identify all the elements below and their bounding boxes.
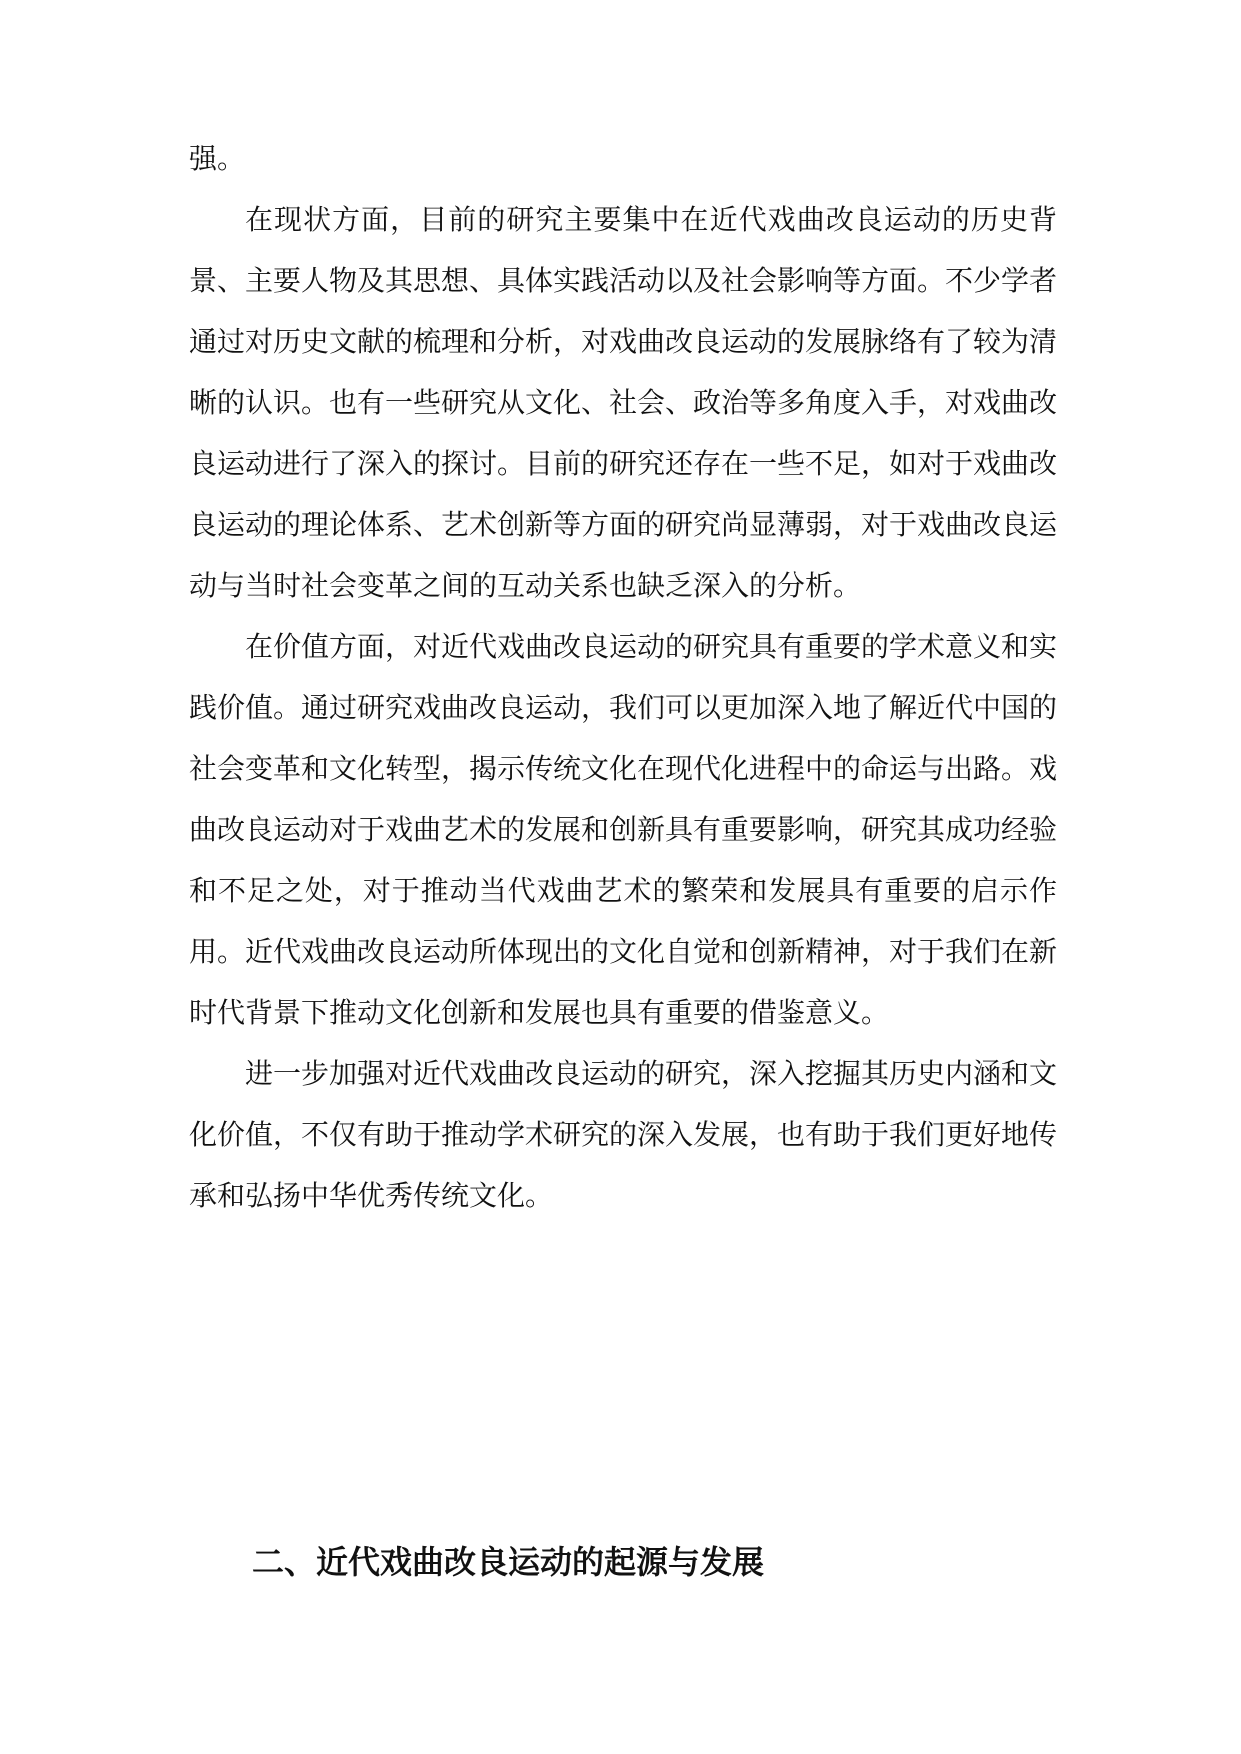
body-text: [189, 128, 1057, 1226]
paragraph-further-research: 进一步加强对近代戏曲改良运动的研究，深入挖掘其历史内涵和文化价值，不仅有助于推动学术研究的深入发展，也有助于我们更好地传承和弘扬中华优秀传统文化。: [189, 1057, 1058, 1212]
paragraph-current-status: 在现状方面，目前的研究主要集中在近代戏曲改良运动的历史背景、主要人物及其思想、具体实践活动以及社会影响等方面。不少学者通过对历史文献的梳理和分析，对戏曲改良运动的发展脉络有了较为清晰的认识。也有一些研究从文化、社会、政治等多角度入手，对戏曲改良运动进行了深入的探讨。目前的研究还存在一些不足，如对于戏曲改良运动的理论体系、艺术创新等方面的研究尚显薄弱，对于戏曲改良运动与当时社会变革之间的互动关系也缺乏深入的分析。: [189, 203, 1058, 602]
paragraph-value: 在价值方面，对近代戏曲改良运动的研究具有重要的学术意义和实践价值。通过研究戏曲改良运动，我们可以更加深入地了解近代中国的社会变革和文化转型，揭示传统文化在现代化进程中的命运与出路。戏曲改良运动对于戏曲艺术的发展和创新具有重要影响，研究其成功经验和不足之处，对于推动当代戏曲艺术的繁荣和发展具有重要的启示作用。近代戏曲改良运动所体现出的文化自觉和创新精神，对于我们在新时代背景下推动文化创新和发展也具有重要的借鉴意义。: [189, 630, 1058, 1029]
paragraph-continuation: 强。: [189, 142, 246, 175]
section-heading: 二、近代戏曲改良运动的起源与发展: [252, 1543, 765, 1581]
